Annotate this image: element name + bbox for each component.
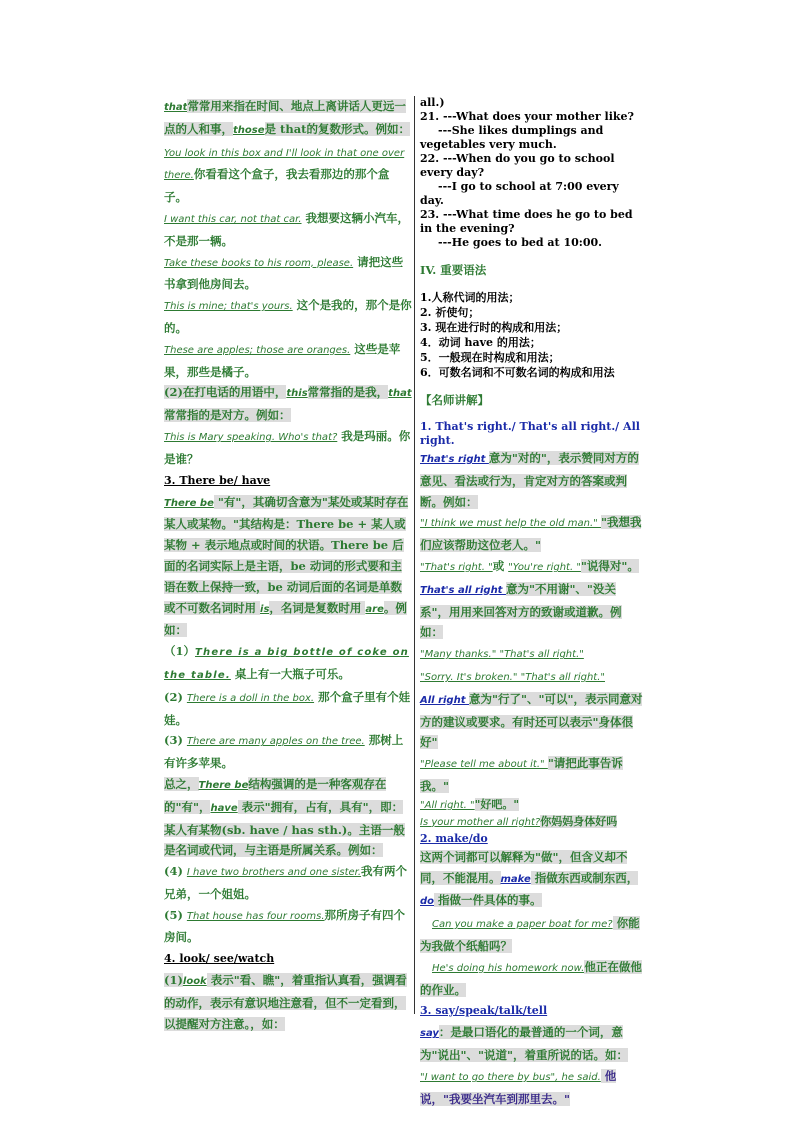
left-column bbox=[164, 96, 412, 1035]
dialog-question: 23. ---What time does he go to bed in the evening? bbox=[420, 208, 633, 235]
dialog-question: 21. ---What does your mother like? bbox=[420, 110, 634, 123]
paragraph-make-do: 这两个词都可以解释为"做"，但含义却不同，不能混用。make 指做东西或制东西，do 指做一件具体的事。 bbox=[420, 849, 639, 908]
text: 是 that的复数形式。例如： bbox=[264, 121, 410, 136]
paragraph-all-right: All right 意为"行了"、"可以"，表示同意对方的建议或要求。有时还可以表示"身体很好" bbox=[420, 691, 643, 750]
example-en: I have two brothers and one sister. bbox=[186, 867, 362, 879]
paragraph-there-be bbox=[164, 492, 412, 642]
example-en: This is Mary speaking. Who's that? bbox=[164, 431, 338, 443]
term-have: have bbox=[210, 802, 238, 814]
example: "Please tell me about it." "请把此事告诉我。" bbox=[420, 756, 623, 793]
example: "That's right. "或 "You're right. ""说得对"。 bbox=[420, 558, 639, 573]
text: 常常指的是对方。例如： bbox=[164, 408, 291, 423]
topic-heading: 1. That's right./ That's all right./ All right. bbox=[420, 420, 640, 447]
text: ，名词是复数时用 bbox=[269, 600, 366, 615]
example: (5) That house has four rooms.那所房子有四个房间。 bbox=[164, 907, 405, 945]
paragraph-look: (1)look 表示"看、瞧"，着重指认真看，强调看的动作，表示有意识地注意看，但不一定看到，以提醒对方注意。，如： bbox=[164, 973, 407, 1031]
example bbox=[164, 339, 412, 383]
term-that: that bbox=[164, 102, 188, 113]
example: (3) There are many apples on the tree. 那树上有许多苹果。 bbox=[164, 733, 404, 771]
section-heading: 【名师讲解】 bbox=[420, 392, 489, 407]
term-those: those bbox=[233, 124, 265, 136]
example-zh: 我是玛丽。你是谁？ bbox=[164, 428, 411, 466]
text: 常常用来指在时间、地点上离讲话人更远一点的人和事， bbox=[164, 99, 406, 136]
term-there-be: There be bbox=[164, 497, 214, 509]
grammar-item: 3. 现在进行时的构成和用法； bbox=[420, 321, 568, 334]
example-en: That house has four rooms. bbox=[186, 910, 325, 922]
dialog-answer: ---I go to school at 7:00 every day. bbox=[420, 180, 619, 207]
example-zh: 我想要这辆小汽车，不是那一辆。 bbox=[164, 210, 410, 248]
example-en: Take these books to his room, please. bbox=[164, 257, 354, 269]
example: （1）There is a big bottle of coke on the table. 桌上有一大瓶子可乐。 bbox=[164, 644, 409, 681]
example-zh: 你看看这个盒子，我去看那边的那个盒子。 bbox=[164, 167, 390, 205]
grammar-item: 4．动词 have 的用法； bbox=[420, 336, 541, 349]
grammar-item: 5．一般现在时构成和用法； bbox=[420, 351, 560, 364]
example bbox=[164, 142, 412, 208]
example bbox=[164, 295, 412, 339]
term-are: are bbox=[365, 603, 384, 615]
example-en: There are many apples on the tree. bbox=[186, 736, 365, 748]
example: "Many thanks." "That's all right." bbox=[420, 649, 584, 661]
term-this: this bbox=[286, 388, 308, 400]
example bbox=[164, 426, 412, 470]
text: "有"，其确切含意为"某处或某时存在某人或某物。"其结构是：There be + 某人或某物 + 表示地点或时间的状语。There be 后面的名词实际上是主语，be 动词的形式要和主语在数上保持一致，be 动词后面的名词是单数或不可数名词时用 bbox=[164, 494, 409, 615]
example: Is your mother all right?你妈妈身体好吗 bbox=[420, 814, 618, 828]
example-zh: 那所房子有四个房间。 bbox=[164, 907, 405, 945]
topic-heading: 3. say/speak/talk/tell bbox=[420, 1004, 548, 1018]
example-en: There is a big bottle of coke on the table. bbox=[164, 647, 409, 681]
example: (2) There is a doll in the box. 那个盒子里有个娃娃。 bbox=[164, 689, 411, 727]
example: (4) I have two brothers and one sister.我有两个兄弟，一个姐姐。 bbox=[164, 864, 408, 901]
paragraph-phone bbox=[164, 382, 412, 426]
example-en: This is mine; that's yours. bbox=[164, 301, 293, 313]
right-column bbox=[420, 96, 644, 1110]
example-zh: 这些是苹果，那些是橘子。 bbox=[164, 341, 401, 379]
paragraph-that-those bbox=[164, 96, 412, 142]
text: 常常指的是我， bbox=[307, 385, 389, 400]
text: (2)在打电话的用语中， bbox=[164, 385, 287, 400]
example-zh: 请把这些书拿到他房间去。 bbox=[164, 254, 404, 292]
dialog-answer: ---She likes dumplings and vegetables very much. bbox=[420, 124, 604, 151]
term-look: look bbox=[182, 976, 207, 988]
text: 。例如： bbox=[164, 600, 407, 638]
example: He's doing his homework now.他正在做他的作业。 bbox=[420, 959, 642, 997]
example: "All right. ""好吧。" bbox=[420, 797, 520, 811]
section-heading: IV. 重要语法 bbox=[420, 262, 487, 277]
example-zh: 我有两个兄弟，一个姐姐。 bbox=[164, 864, 408, 901]
text-line: all.) bbox=[420, 96, 445, 109]
dialog-question: 22. ---When do you go to school every day? bbox=[420, 152, 615, 179]
example-zh: 桌上有一大瓶子可乐。 bbox=[230, 666, 350, 681]
term-is: is bbox=[260, 603, 270, 615]
term-that: that bbox=[388, 388, 412, 400]
column-divider bbox=[414, 96, 415, 1014]
example-zh: 这个是我的，那个是你的。 bbox=[164, 298, 412, 335]
term-there-be: There be bbox=[198, 779, 249, 791]
paragraph-summary: 总之，There be结构强调的是一种客观存在的"有"，have 表示"拥有，占有，具有"，即：某人有某物(sb. have / has sth.)。主语一般是名词或代词，与主语是所属关系。例如： bbox=[164, 776, 405, 858]
grammar-item: 6．可数名词和不可数名词的构成和用法 bbox=[420, 366, 615, 379]
example: "I think we must help the old man." "我想我们应该帮助这位老人。" bbox=[420, 515, 642, 553]
example: Can you make a paper boat for me? 你能为我做个纸船吗？ bbox=[420, 916, 640, 953]
grammar-item: 1.人称代词的用法； bbox=[420, 291, 520, 304]
paragraph-thats-right: That's right 意为"对的"，表示赞同对方的意见、看法或行为，肯定对方的答案或判断。例如： bbox=[420, 451, 639, 509]
example-en: These are apples; those are oranges. bbox=[164, 344, 351, 356]
paragraph-say: say：是最口语化的最普通的一个词，意为"说出"、"说道"，着重所说的话。如： bbox=[420, 1025, 628, 1063]
example-en: There is a doll in the box. bbox=[186, 692, 315, 704]
grammar-item: 2. 祈使句； bbox=[420, 306, 480, 319]
example: "Sorry. It's broken." "That's all right." bbox=[420, 671, 605, 683]
example-zh: 那个盒子里有个娃娃。 bbox=[164, 689, 411, 727]
example-en: I want this car, not that car. bbox=[164, 213, 302, 225]
example-en: You look in this box and I'll look in that one over there. bbox=[164, 147, 405, 182]
example bbox=[164, 208, 412, 252]
paragraph-thats-all-right: That's all right 意为"不用谢"、"没关系"，用用来回答对方的致谢或道歉。例如： bbox=[420, 581, 622, 640]
example bbox=[164, 252, 412, 296]
example-zh: 那树上有许多苹果。 bbox=[164, 733, 404, 771]
topic-heading: 2. make/do bbox=[420, 831, 488, 845]
heading-look-see-watch: 4. look/ see/watch bbox=[164, 952, 275, 966]
heading-there-be: 3. There be/ have bbox=[164, 473, 271, 487]
dialog-answer: ---He goes to bed at 10:00. bbox=[438, 236, 602, 249]
example: "I want to go there by bus", he said. 他说，"我要坐汽车到那里去。" bbox=[420, 1068, 617, 1106]
